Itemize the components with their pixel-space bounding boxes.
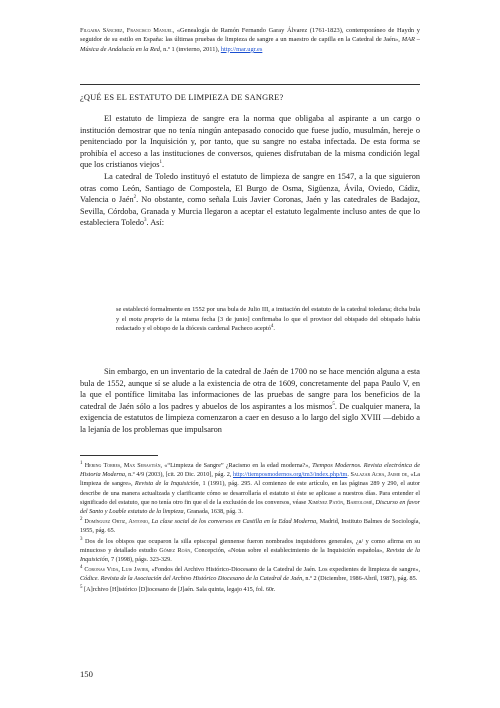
header-divider <box>80 84 420 85</box>
footnote-divider <box>80 455 158 456</box>
footnote-1: $^1$ Hering Torres, Max Sebastián, «“Limpieza de Sangre” ¿Racismo en la edad moderna?», Tiempos Modernos. Revista electrónica de Historia Moderna, n.º 4/9 (2003), [cit. 20 Dic. 2010], pág. 2, http://tiemposmodernos.org/tm3/index.php/tm. Salazar Acha, Jaime de, «La limpieza de sangre», Revista de la Inquisición, 1 (1991), pág. 295. Al comienzo de este artículo, en las páginas 289 y 290, el autor describe de una manera actualizada y clarificante cómo se desarrollaría el estatuto si éste se aplicase a nuestros días. Para entender el significado del estatuto, que no tenía otro fin que el de la exclusión de los conversos, véase Ximénez Patón, Bartolomé, Discurso en favor del Santo y Loable estatuto de la limpieza, Granada, 1638, pág. 3. <box>80 460 421 516</box>
footnote-ref-2[interactable]: 2 <box>133 195 137 201</box>
header-url-link[interactable]: http://mar.ugr.es <box>220 45 263 53</box>
footnote-5: $^5$ [A]rchivo [H]istórico [D]iocesano de [J]aén. Sala quinta, legajo 415, fol. 60r. <box>80 584 276 593</box>
header-author: Filgaira Sánchez, Francisco Manuel <box>80 27 173 34</box>
paragraph-3: Sin embargo, en un inventario de la catedral de Jaén de 1700 no se hace mención alguna a esta bula de 1552, aunque sí se alude a la existencia de otra de 1609, concretamente del papa Paulo V, en la que el pontífice limitaba las informaciones de las pruebas de sangre para los beneficios de la catedral de Jaén sólo a los padres y abuelos de los aspirantes a los mismos$^5$. De cualquier manera, la exigencia de estatutos de limpieza comenzaron a caer en desuso a lo largo del siglo XVIII —debido a la lejanía de los problemas que impulsaron <box>80 367 420 434</box>
header-issue: , n.º 1 (invierno, 2011), <box>159 45 221 53</box>
header-journal: , MAR – Música de Andalucía en la Red <box>80 36 421 53</box>
footnote-ref-1[interactable]: 1 <box>159 160 163 166</box>
header-title: , «Genealogía de Ramón Fernando Garay Álvarez (1761-1823), contemporáneo de Haydn y seguidor de su estilo en España: las últimas pruebas de limpieza de sangre a un maestro de capilla en la Catedral de Jaén» <box>80 27 420 44</box>
body-block-top <box>80 113 420 229</box>
body-block-bottom <box>80 366 420 436</box>
footnotes <box>80 461 420 595</box>
paragraph-2: La catedral de Toledo instituyó el estatuto de limpieza de sangre en 1547, a la que siguieron otras como León, Santiago de Compostela, El Burgo de Osma, Sigüenza, Ávila, Oviedo, Cádiz, Valencia o Jaén$^2$. No obstante, como señala Luis Javier Coronas, Jaén y las catedrales de Badajoz, Sevilla, Córdoba, Granada y Murcia llegaron a aceptar el estatuto legalmente incluso antes de que lo estableciera Toledo$^3$. Así: <box>80 171 420 228</box>
paragraph-1: El estatuto de limpieza de sangre era la norma que obligaba al aspirante a un cargo o institución demostrar que no tenía ningún antepasado conocido que fuese judío, musulmán, hereje o penitenciado por la Inquisición y, por tanto, que su sangre no estaba infectada. De esta forma se prohibía el acceso a las instituciones de conversos, quienes disfrutaban de la misma condición legal que los cristianos viejos$^1$. <box>80 114 420 170</box>
footnote-2: $^2$ Domínguez Ortiz, Antonio, La clase social de los conversos en Castilla en la Edad Moderna, Madrid, Instituto Balmes de Sociología, 1955, pág. 65. <box>80 517 420 535</box>
block-quote: se estableció formalmente en 1552 por una bula de Julio III, a imitación del estatuto de la catedral toledana; dicha bula y el motu proprio de la misma fecha [3 de junio] confirmaba lo que el provisor del obispado del obispado había redactado y el obispo de la diócesis cardenal Pacheco aceptó$^4$. <box>116 306 420 333</box>
footnote-ref-3[interactable]: 3 <box>144 218 147 224</box>
page-number: 150 <box>80 669 93 679</box>
footnote-3: $^3$ Dos de los obispos que ocuparon la silla episcopal giennense fueron nombrados inquisidores generales, ¿a/ y como afirma en su minucioso y detallado estudio Gómez Roán, Concepción, «Notas sobre el establecimiento de la Inquisición española», Revista de la Inquisición, 7 (1998), págs. 323-329. <box>80 536 421 564</box>
citation-header <box>80 26 420 54</box>
footnote-4: $^4$ Coronas Vida, Luis Javier, «Fondos del Archivo Histórico-Diocesano de la Catedral de Jaén. Los expedientes de limpieza de sangre», Códice. Revista de la Asociación del Archivo Histórico Diocesano de la Catedral de Jaén, n.º 2 (Diciembre, 1986-Abril, 1987), pág. 85. <box>80 565 420 583</box>
footnote-ref-4[interactable]: 4 <box>270 324 274 330</box>
footnote-1-url-link[interactable]: http://tiemposmodernos.org/tm3/index.php/tm <box>232 471 348 479</box>
section-title: ¿QUÉ ES EL ESTATUTO DE LIMPIEZA DE SANGRE? <box>80 93 284 102</box>
footnote-ref-5[interactable]: 5 <box>332 402 335 408</box>
